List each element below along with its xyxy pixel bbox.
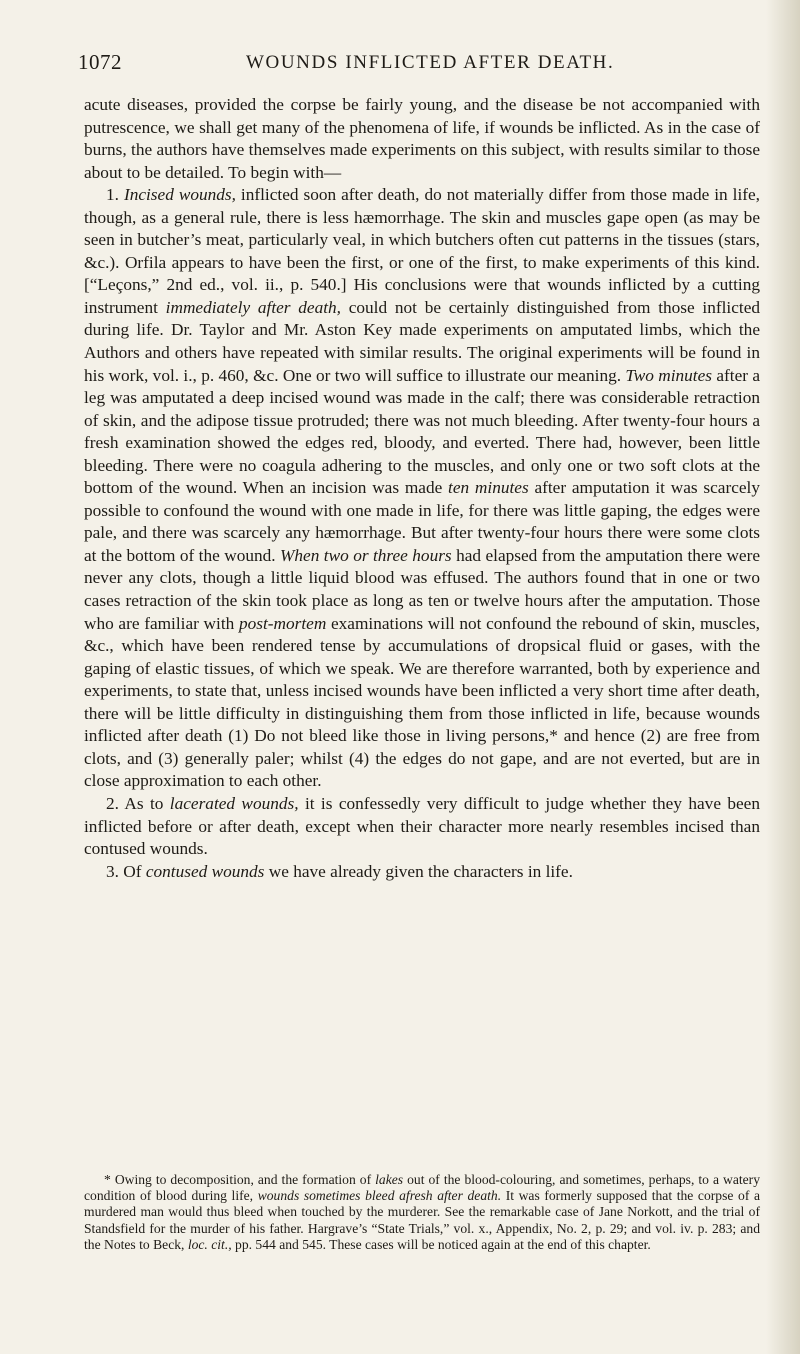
body-text <box>84 94 760 883</box>
text-run: acute diseases, provided the corpse be fairly young, and the disease be not accompanied with putrescence, we shall get many of the phenomena of life, if wounds be inflicted. As in the case of burns, the authors have themselves made experiments on this subject, with results similar to those about to be detailed. To begin with— <box>84 95 760 182</box>
text-run: It was formerly supposed that the corpse of a murdered man would thus bleed when touched by the murderer. See the remarkable case of Jane Norkott, and the trial of Standsfield for the murder of his father. Hargrave’s “State Trials,” vol. x., Appendix, No. 2, p. 29; and vol. iv. p. 283; and the Notes to Beck, <box>84 1188 760 1252</box>
text-run: 3. Of <box>106 861 146 881</box>
italic-run: lakes <box>375 1172 404 1187</box>
text-run: 1. <box>106 185 124 205</box>
text-run: * Owing to decomposition, and the formation of <box>104 1172 376 1187</box>
text-run: we have already given the characters in life. <box>264 861 573 881</box>
text-run: could not be certainly distinguished from those inflicted during life. Dr. Taylor and Mr. Aston Key made experiments on amputated limbs, which the Authors and others have repeated with similar results. The original experiments will be found in his work, vol. i., p. 460, &c. One or two will suffice to illustrate our meaning. <box>84 297 761 385</box>
page-number: 1072 <box>78 50 122 74</box>
text-run: examinations will not confound the rebound of skin, muscles, &c., which have been rendered tense by accumulations of dropsical fluid or gases, with the gaping of elastic tissues, of which we speak. We are therefore warranted, both by experience and experiments, to state that, unless incised wounds have been inflicted a very short time after death, there will be little difficulty in distinguishing them from those inflicted in life, because wounds inflicted after death (1) Do not bleed like those in living persons,* and hence (2) are free from clots, and (3) generally paler; whilst (4) the edges do not gape, and are not everted, but are in close approximation to each other. <box>84 613 760 791</box>
running-title: WOUNDS INFLICTED AFTER DEATH. <box>246 52 615 73</box>
text-run: had elapsed from the amputation there were never any clots, though a little liquid blood was effused. The authors found that in one or two cases retraction of the skin took place as long as ten or twelve hours after the amputation. Those who are familiar with <box>84 545 761 633</box>
text-run: it is confessedly very difficult to judge whether they have been inflicted before or after death, except when their character more nearly resembles incised than contused wounds. <box>84 793 760 859</box>
italic-run: wounds sometimes bleed afresh after death. <box>257 1188 502 1204</box>
italic-run: lacerated wounds, <box>169 793 299 813</box>
paragraph-intro <box>84 94 760 184</box>
paragraph-lacerated-wounds <box>84 793 760 861</box>
italic-run: Incised wounds, <box>123 185 236 205</box>
italic-run: contused wounds <box>145 861 265 881</box>
italic-run: immediately after death, <box>165 297 341 317</box>
text-run: after a leg was amputated a deep incised wound was made in the calf; there was considerable retraction of skin, and the adipose tissue protruded; there was not much bleeding. After twenty-four hours a fresh examination showed the edges red, bloody, and everted. There had, however, been little bleeding. There were no coagula adhering to the muscles, and only one or two soft clots at the bottom of the wound. When an incision was made <box>84 365 761 498</box>
text-run: after amputation it was scarcely possible to confound the wound with one made in life, for there was little gaping, the edges were pale, and there was scarcely any hæmorrhage. But after twenty-four hours there were some clots at the bottom of the wound. <box>84 478 760 565</box>
text-run: inflicted soon after death, do not materially differ from those made in life, though, as a general rule, there is less hæmorrhage. The skin and muscles gape open (as may be seen in butcher’s meat, particularly veal, in which butchers often cut patterns in the tissues (stars, &c.). Orfila appears to have been the first, or one of the first, to make experiments of this kind. [“Leçons,” 2nd ed., vol. ii., p. 540.] His conclusions were that wounds inflicted by a cutting instrument <box>84 185 760 317</box>
text-run: pp. 544 and 545. These cases will be noticed again at the end of this chapter. <box>231 1236 651 1252</box>
page-header <box>78 50 758 80</box>
italic-run: ten minutes <box>448 478 529 498</box>
italic-run: loc. cit., <box>187 1236 232 1252</box>
paragraph-contused-wounds <box>84 861 760 884</box>
paragraph-incised-wounds <box>84 184 760 793</box>
footnote-text <box>84 1172 760 1253</box>
italic-run: When two or three hours <box>280 545 452 565</box>
italic-run: Two minutes <box>625 365 713 385</box>
text-run: 2. As to <box>106 793 170 813</box>
text-run: out of the blood-colouring, and sometimes, perhaps, to a watery condition of blood during life, <box>84 1172 760 1204</box>
italic-run: post-mortem <box>238 613 327 633</box>
footnote <box>84 1172 760 1253</box>
page-edge-shadow <box>766 0 800 1354</box>
